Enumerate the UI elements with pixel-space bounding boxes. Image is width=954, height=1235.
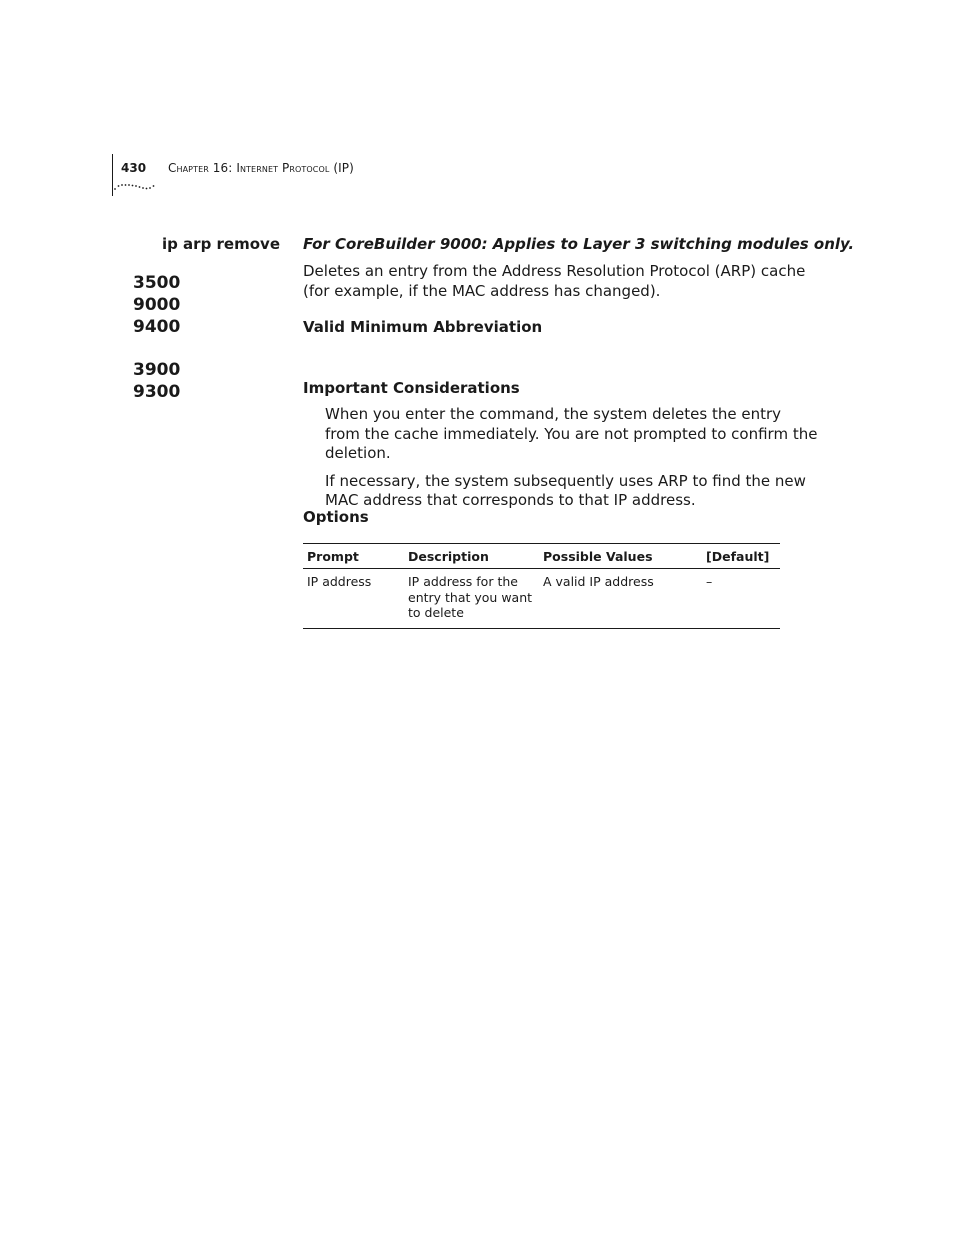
applies-note: For CoreBuilder 9000: Applies to Layer 3 switching modules only.: [303, 235, 855, 253]
valid-min-abbrev-heading: Valid Minimum Abbreviation: [303, 318, 543, 336]
header-rule: [112, 154, 113, 196]
platform-number: 3900: [133, 360, 181, 380]
consideration-paragraph: If necessary, the system subsequently uses ARP to find the new MAC address that corresponds to that IP address.: [325, 471, 806, 509]
platform-number: 9000: [133, 295, 181, 315]
platform-list: [133, 272, 180, 403]
table-cell: IP address: [303, 569, 404, 629]
table-header-row: [303, 544, 780, 569]
platform-number: 9400: [133, 317, 181, 337]
decorative-dots-icon: [114, 180, 156, 192]
options-heading: Options: [303, 508, 369, 526]
column-header: Possible Values: [539, 544, 702, 569]
command-description: Deletes an entry from the Address Resolution Protocol (ARP) cache (for example, if the MAC address has changed).: [303, 262, 806, 300]
command-name: ip arp remove: [161, 235, 280, 253]
page-number: 430: [121, 161, 147, 175]
table-cell: –: [702, 569, 780, 629]
column-header: [Default]: [702, 544, 780, 569]
table-cell: IP address for the entry that you want to delete: [404, 569, 539, 629]
important-considerations-heading: Important Considerations: [303, 379, 520, 397]
platform-number: 9300: [133, 382, 181, 402]
considerations-list: [325, 405, 820, 519]
table-row: [303, 569, 780, 629]
options-table: [303, 543, 780, 629]
consideration-paragraph: When you enter the command, the system deletes the entry from the cache immediately. You are not prompted to confirm the deletion.: [325, 405, 818, 462]
column-header: Description: [404, 544, 539, 569]
table-cell: A valid IP address: [539, 569, 702, 629]
chapter-title: Chapter 16: Internet Protocol (IP): [168, 161, 354, 175]
column-header: Prompt: [303, 544, 404, 569]
platform-number: 3500: [133, 273, 181, 293]
